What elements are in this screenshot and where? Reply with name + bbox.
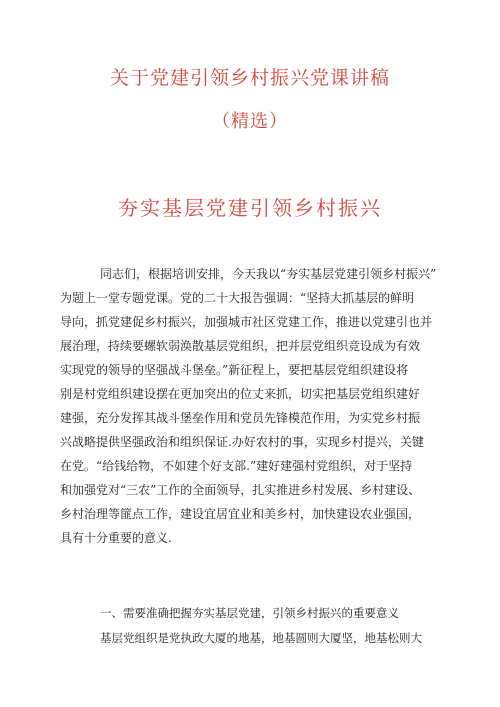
paragraph-line: 在党。“给钱给物，不如建个好支部.”建好建强村党组织，对于坚持 [60,459,413,473]
paragraph-line: 别是村党组织建设摆在更加突出的位丈来抓，切实把基层党组织建好 [60,387,421,401]
document-title: 关于党建引领乡村振兴党课讲稿 [109,67,390,89]
paragraph-line: 和加强党对“三农”工作的全面领导，扎实推进乡村发展、乡村建设、 [60,483,421,497]
paragraph-line: 建强，充分发挥其战斗堡垒作用和党员先锋模范作用，为实党乡村振 [60,411,421,425]
paragraph-line: 乡村治理等篚点工作，建设宜居宜业和美乡村，加快建设农业强国， [60,507,421,521]
document-subtitle: （精选） [212,111,288,132]
paragraph-line: 导向，抓党建促乡村振兴，加强城市社区党建工作，推进以党建引也并 [60,315,433,329]
paragraph-line: 实现党的领导的坚强战斗堡垒。”新征程上，要把基层党组织建设将 [60,363,409,377]
paragraph-line: 展治理，持续要螺软弱涣散基层党组织，把并层党组织竞设成为有效 [60,339,421,353]
body-paragraph [60,262,460,550]
speech-heading: 夯实基层党建引领乡村振兴 [118,196,382,220]
paragraph-line: 具有十分重要的意义. [60,531,172,545]
paragraph-line: 兴战略提供坚强政治和组织保证.办好农村的事，实现乡村提兴，关键 [60,435,424,449]
section-first-line: 基层党组织是党执政大厦的地基，地基圆则大厦坚，地基松则大 [100,631,422,645]
section-heading: 一、需要准确把握夯实基层党建，引领乡村振兴的重要意义 [100,606,399,620]
paragraph-line: 为题上一堂专题党课。党的二十大报告强调：“坚持大抓基层的鲜明 [60,291,415,305]
paragraph-line: 同志们，根据培训安排，今天我以“夯实基层党建引领乡村振兴” [100,267,437,281]
